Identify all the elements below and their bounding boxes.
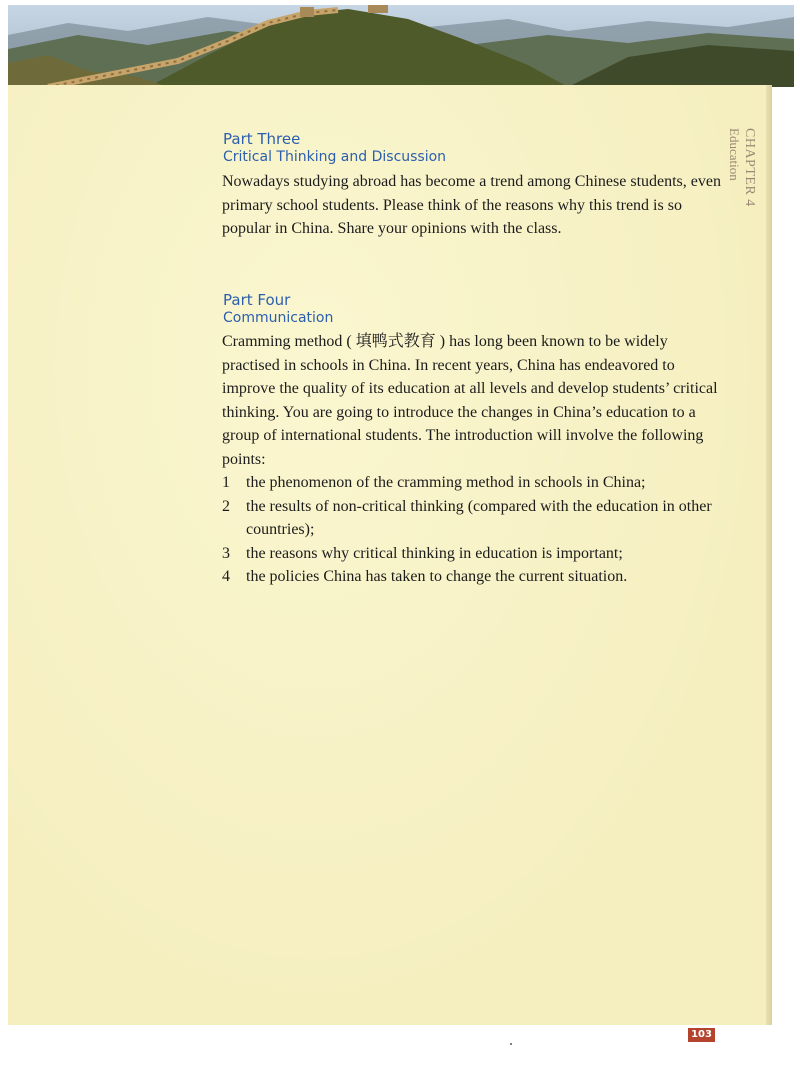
great-wall-banner-image bbox=[8, 5, 794, 87]
chapter-subject: Education bbox=[727, 128, 742, 181]
part-four-subtitle: Communication bbox=[223, 310, 334, 326]
part-three-paragraph: Nowadays studying abroad has become a trend among Chinese students, even primary school students. Please think of the reasons why this trend is so popular in China. Share your opinions with the class. bbox=[222, 173, 721, 238]
list-item-text: the phenomenon of the cramming method in schools in China; bbox=[246, 474, 646, 491]
discussion-points-list bbox=[222, 471, 722, 589]
part-four-heading bbox=[223, 291, 333, 327]
part-three-subtitle: Critical Thinking and Discussion bbox=[223, 149, 447, 165]
list-item-number: 1 bbox=[222, 474, 230, 491]
page-edge-shadow bbox=[766, 85, 772, 1025]
list-item bbox=[222, 542, 722, 566]
part-four-paragraph: Cramming method ( 填鸭式教育 ) has long been known to be widely practised in schools in China. In recent years, China has endeavored to improve the quality of its education at all levels and develop students’ critical thinking. You are going to introduce the changes in China’s education to a group of international students. The introduction will involve the following points: bbox=[222, 333, 718, 468]
part-three-title: Part Three bbox=[223, 130, 301, 148]
scan-speck bbox=[510, 1043, 512, 1045]
list-item-text: the reasons why critical thinking in education is important; bbox=[246, 544, 623, 562]
list-item-number: 2 bbox=[222, 497, 230, 515]
part-three-heading bbox=[223, 130, 446, 166]
list-item bbox=[222, 471, 722, 495]
list-item-number: 3 bbox=[222, 544, 230, 562]
page-number-badge: 103 bbox=[688, 1028, 715, 1042]
list-item bbox=[222, 565, 722, 589]
list-item-text: the results of non-critical thinking (compared with the education in other countries); bbox=[246, 497, 712, 539]
chapter-side-tab bbox=[727, 128, 757, 207]
list-item bbox=[222, 495, 722, 542]
chapter-label: CHAPTER 4 bbox=[742, 128, 757, 207]
part-four-title: Part Four bbox=[223, 291, 291, 309]
list-item-text: the policies China has taken to change the current situation. bbox=[246, 568, 628, 586]
list-item-number: 4 bbox=[222, 568, 230, 586]
